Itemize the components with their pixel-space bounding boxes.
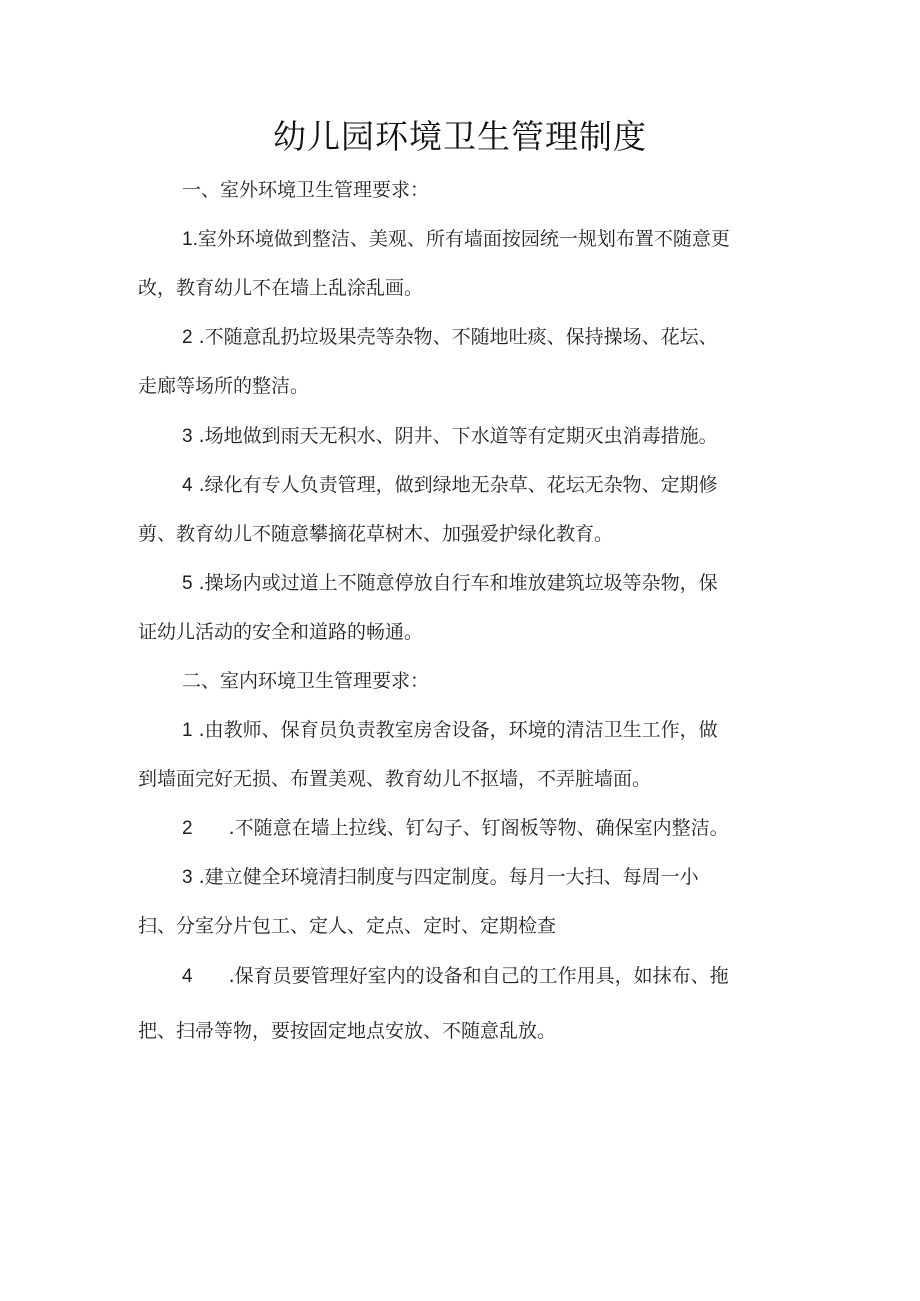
item-number: 1 xyxy=(182,720,193,741)
item-number: 3 xyxy=(182,867,193,888)
item-number: 5 xyxy=(182,573,193,594)
paragraph-line: 走廊等场所的整洁。 xyxy=(138,375,310,397)
item-text: .绿化有专人负责管理，做到绿地无杂草、花坛无杂物、定期修 xyxy=(198,474,718,496)
paragraph-line xyxy=(182,420,822,453)
paragraph-line xyxy=(182,714,822,747)
item-number: 3 xyxy=(182,426,193,447)
item-number: 4 xyxy=(182,475,193,496)
item-text: 室外环境做到整洁、美观、所有墙面按园统一规划布置不随意更 xyxy=(197,228,730,250)
item-text: .不随意在墙上拉线、钉勾子、钉阁板等物、确保室内整洁。 xyxy=(228,817,729,839)
paragraph-line xyxy=(182,223,822,256)
item-text: .建立健全环境清扫制度与四定制度。每月一大扫、每周一小 xyxy=(198,866,699,888)
item-text: .由教师、保育员负责教室房舍设备，环境的清洁卫生工作，做 xyxy=(198,719,718,741)
paragraph-line: 到墙面完好无损、布置美观、教育幼儿不抠墙，不弄脏墙面。 xyxy=(138,768,652,790)
item-number: 2 xyxy=(182,327,193,348)
item-text: .操场内或过道上不随意停放自行车和堆放建筑垃圾等杂物，保 xyxy=(198,572,718,594)
paragraph-line: 证幼儿活动的安全和道路的畅通。 xyxy=(138,621,424,643)
item-text: .保育员要管理好室内的设备和自己的工作用具，如抹布、拖 xyxy=(228,965,729,987)
paragraph-line xyxy=(182,812,822,845)
item-text: .不随意乱扔垃圾果壳等杂物、不随地吐痰、保持操场、花坛、 xyxy=(198,326,718,348)
paragraph-line: 剪、教育幼儿不随意攀摘花草树木、加强爱护绿化教育。 xyxy=(138,523,614,545)
document-title: 幼儿园环境卫生管理制度 xyxy=(273,117,647,156)
section-heading: 二、室内环境卫生管理要求： xyxy=(182,670,430,692)
paragraph-line xyxy=(182,960,822,993)
paragraph-line: 改，教育幼儿不在墙上乱涂乱画。 xyxy=(138,277,424,299)
item-number: 4 xyxy=(182,966,193,987)
paragraph-line xyxy=(182,469,822,502)
paragraph-line xyxy=(182,861,822,894)
paragraph-line xyxy=(182,567,822,600)
section-heading: 一、室外环境卫生管理要求： xyxy=(182,179,430,201)
item-number: 1. xyxy=(182,229,198,250)
item-number: 2 xyxy=(182,818,193,839)
paragraph-line: 把、扫帚等物，要按固定地点安放、不随意乱放。 xyxy=(138,1020,557,1042)
paragraph-line xyxy=(182,321,822,354)
item-text: .场地做到雨天无积水、阴井、下水道等有定期灭虫消毒措施。 xyxy=(198,425,718,447)
paragraph-line: 扫、分室分片包工、定人、定点、定时、定期检查 xyxy=(138,915,557,937)
